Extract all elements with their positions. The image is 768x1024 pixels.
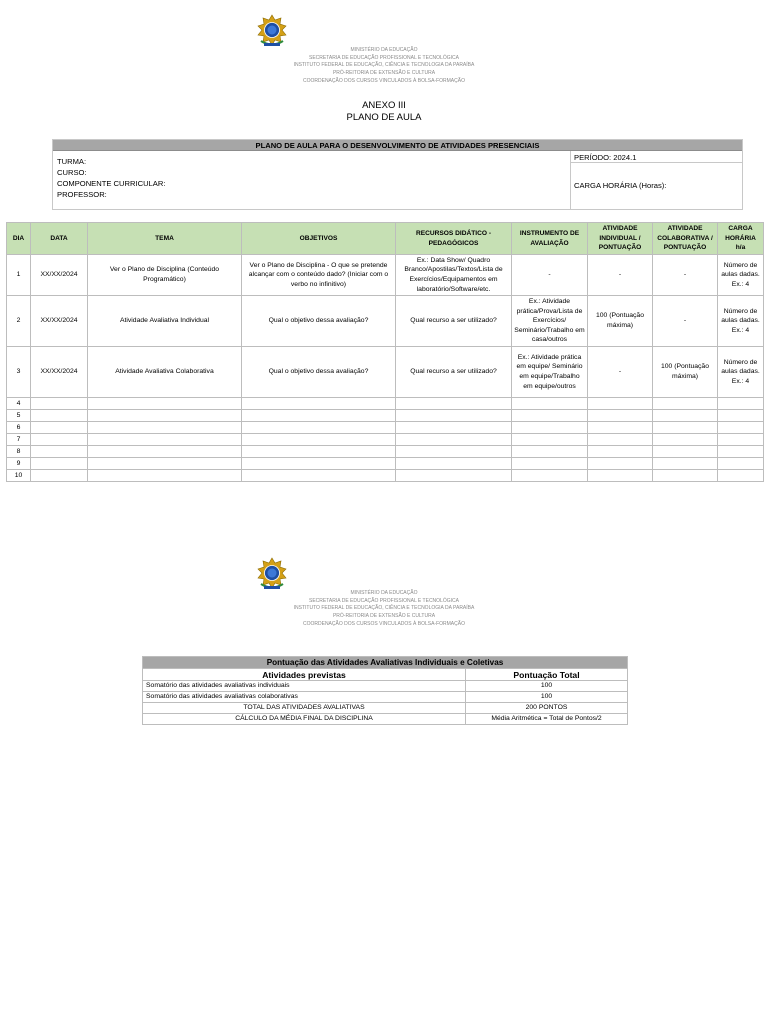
table-header-row	[7, 223, 764, 255]
coat-of-arms-icon	[256, 14, 288, 48]
score-label: TOTAL DAS ATIVIDADES AVALIATIVAS	[143, 703, 466, 714]
cell-instrumento: Ex.: Atividade prática em equipe/ Seminário em equipe/Trabalho em equipe/outros	[512, 347, 588, 398]
plan-fields	[57, 156, 165, 200]
header-line: PRÓ-REITORIA DE EXTENSÃO E CULTURA	[332, 613, 436, 620]
col-colaborativa: ATIVIDADE COLABORATIVA / PONTUAÇÃO	[653, 223, 718, 255]
col-instrumento: INSTRUMENTO DE AVALIAÇÃO	[512, 223, 588, 255]
col-pontuacao: Pontuação Total	[466, 669, 628, 681]
periodo-field: PERÍODO: 2024.1	[574, 153, 637, 162]
cell-dia: 2	[7, 296, 31, 347]
document-title	[0, 100, 768, 124]
cell-dia: 8	[7, 446, 31, 458]
table-row	[7, 255, 764, 296]
score-header-row	[143, 669, 628, 681]
score-title: Pontuação das Atividades Avaliativas Individuais e Coletivas	[143, 657, 628, 669]
score-table	[142, 656, 628, 725]
table-row-empty	[7, 398, 764, 410]
cell-dia: 5	[7, 410, 31, 422]
institution-header-2	[0, 590, 768, 629]
cell-colaborativa: 100 (Pontuação máxima)	[653, 347, 718, 398]
table-row	[7, 347, 764, 398]
turma-field: TURMA:	[57, 157, 87, 166]
cell-individual: -	[588, 347, 653, 398]
header-line: INSTITUTO FEDERAL DE EDUCAÇÃO, CIÊNCIA E TECNOLOGIA DA PARAÍBA	[293, 62, 475, 69]
institution-header	[0, 47, 768, 86]
score-value: Média Aritmética = Total de Pontos/2	[466, 714, 628, 725]
cell-tema: Atividade Avaliativa Colaborativa	[88, 347, 242, 398]
table-row-empty	[7, 410, 764, 422]
score-value: 200 PONTOS	[466, 703, 628, 714]
cell-colaborativa: -	[653, 255, 718, 296]
plan-info-box	[52, 139, 743, 210]
score-value: 100	[466, 692, 628, 703]
col-data: DATA	[31, 223, 88, 255]
cell-data: XX/XX/2024	[31, 296, 88, 347]
cell-dia: 10	[7, 470, 31, 482]
header-line: SECRETARIA DE EDUCAÇÃO PROFISSIONAL E TECNOLÓGICA	[309, 54, 459, 61]
col-objetivos: OBJETIVOS	[242, 223, 396, 255]
col-recursos: RECURSOS DIDÁTICO - PEDAGÓGICOS	[396, 223, 512, 255]
header-line: SECRETARIA DE EDUCAÇÃO PROFISSIONAL E TECNOLÓGICA	[309, 597, 459, 604]
col-individual: ATIVIDADE INDIVIDUAL / PONTUAÇÃO	[588, 223, 653, 255]
cell-carga: Número de aulas dadas. Ex.: 4	[718, 347, 764, 398]
score-label: Somatório das atividades avaliativas colaborativas	[143, 692, 466, 703]
score-label: Somatório das atividades avaliativas individuais	[143, 681, 466, 692]
cell-carga: Número de aulas dadas. Ex.: 4	[718, 296, 764, 347]
plan-bar-title: PLANO DE AULA PARA O DESENVOLVIMENTO DE ATIVIDADES PRESENCIAIS	[53, 140, 742, 151]
col-tema: TEMA	[88, 223, 242, 255]
score-label: CÁLCULO DA MÉDIA FINAL DA DISCIPLINA	[143, 714, 466, 725]
table-row-empty	[7, 422, 764, 434]
cell-dia: 3	[7, 347, 31, 398]
col-carga: CARGA HORÁRIA h/a	[718, 223, 764, 255]
cell-dia: 4	[7, 398, 31, 410]
cell-objetivos: Ver o Plano de Disciplina - O que se pretende alcançar com o conteúdo dado? (Iniciar com o verbo no infinitivo)	[242, 255, 396, 296]
table-row	[143, 703, 628, 714]
table-row-empty	[7, 434, 764, 446]
header-line: PRÓ-REITORIA DE EXTENSÃO E CULTURA	[332, 70, 436, 77]
score-title-row	[143, 657, 628, 669]
cell-dia: 7	[7, 434, 31, 446]
lesson-plan-table	[6, 222, 764, 482]
table-row	[143, 692, 628, 703]
cell-carga: Número de aulas dadas. Ex.: 4	[718, 255, 764, 296]
col-dia: DIA	[7, 223, 31, 255]
header-line: INSTITUTO FEDERAL DE EDUCAÇÃO, CIÊNCIA E TECNOLOGIA DA PARAÍBA	[293, 605, 475, 612]
header-line: COORDENAÇÃO DOS CURSOS VINCULADOS À BOLSA-FORMAÇÃO	[303, 77, 465, 84]
header-line: COORDENAÇÃO DOS CURSOS VINCULADOS À BOLSA-FORMAÇÃO	[303, 620, 465, 627]
cell-recursos: Qual recurso a ser utilizado?	[396, 347, 512, 398]
cell-dia: 6	[7, 422, 31, 434]
score-value: 100	[466, 681, 628, 692]
cell-tema: Atividade Avaliativa Individual	[88, 296, 242, 347]
cell-objetivos: Qual o objetivo dessa avaliação?	[242, 296, 396, 347]
cell-recursos: Ex.: Data Show/ Quadro Branco/Apostilas/Textos/Lista de Exercícios/Equipamentos em laboratório/Software/etc.	[396, 255, 512, 296]
header-line: MINISTÉRIO DA EDUCAÇÃO	[350, 590, 418, 596]
plan-label: PLANO DE AULA	[346, 112, 422, 123]
header-line: MINISTÉRIO DA EDUCAÇÃO	[350, 47, 418, 53]
cell-objetivos: Qual o objetivo dessa avaliação?	[242, 347, 396, 398]
cell-recursos: Qual recurso a ser utilizado?	[396, 296, 512, 347]
cell-dia: 1	[7, 255, 31, 296]
table-row-empty	[7, 446, 764, 458]
table-row	[143, 681, 628, 692]
cell-dia: 9	[7, 458, 31, 470]
cell-instrumento: -	[512, 255, 588, 296]
curso-field: CURSO:	[57, 168, 87, 177]
annex-label: ANEXO III	[362, 100, 406, 111]
cell-colaborativa: -	[653, 296, 718, 347]
cell-data: XX/XX/2024	[31, 255, 88, 296]
table-row	[7, 296, 764, 347]
cell-tema: Ver o Plano de Disciplina (Conteúdo Programático)	[88, 255, 242, 296]
cell-data: XX/XX/2024	[31, 347, 88, 398]
cell-instrumento: Ex.: Atividade prática/Prova/Lista de Exercícios/ Seminário/Trabalho em casa/outros	[512, 296, 588, 347]
componente-field: COMPONENTE CURRICULAR:	[57, 179, 166, 188]
table-row-empty	[7, 470, 764, 482]
divider	[570, 151, 571, 209]
carga-horaria-field: CARGA HORÁRIA (Horas):	[574, 181, 667, 190]
cell-individual: -	[588, 255, 653, 296]
coat-of-arms-icon	[256, 557, 288, 591]
professor-field: PROFESSOR:	[57, 190, 107, 199]
cell-individual: 100 (Pontuação máxima)	[588, 296, 653, 347]
col-atividades: Atividades previstas	[143, 669, 466, 681]
table-row-empty	[7, 458, 764, 470]
table-row	[143, 714, 628, 725]
